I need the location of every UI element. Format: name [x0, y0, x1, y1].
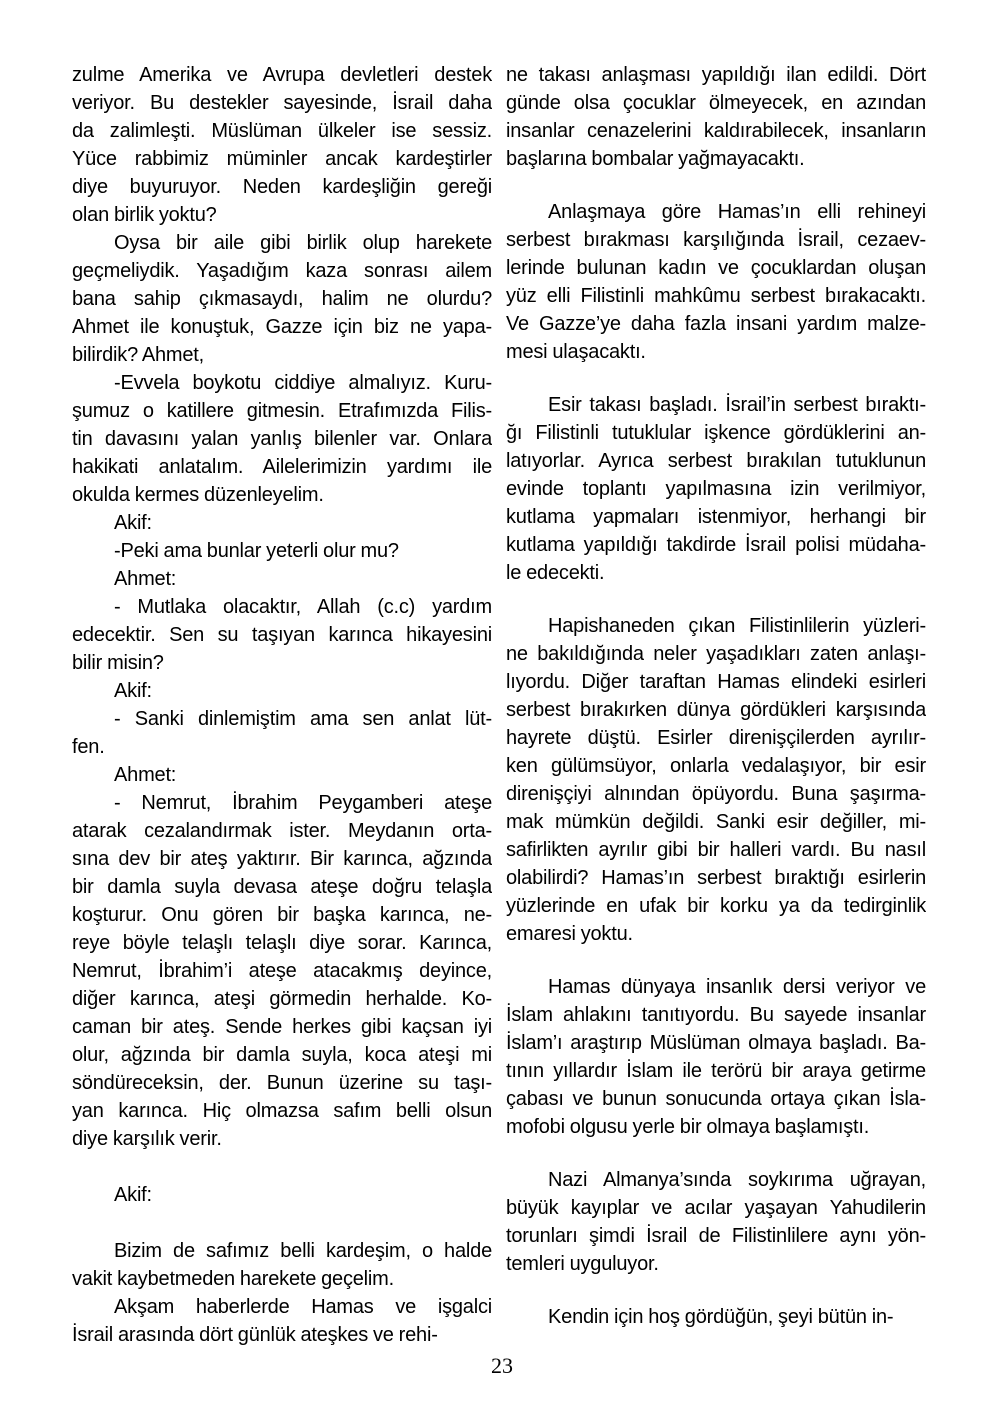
text-line: Akşam haberlerde Hamas ve işgalci [114, 1296, 492, 1318]
text-line: Hamas dünyaya insanlık dersi veriyor ve [548, 976, 926, 998]
text-line: tının yıllardır İslam ile terörü bir araya getirme [506, 1060, 926, 1082]
text-line: Kendin için hoş gördüğün, şeyi bütün in- [548, 1306, 894, 1328]
paragraph [72, 705, 492, 761]
text-line: yüzlerinde en ufak bir korku ya da tedirginlik [506, 895, 926, 917]
text-line: safirlikten ayrılır gibi bir halleri vardı. Bu nasıl [506, 839, 926, 861]
text-line: büyük kayıplar ve acılar yaşayan Yahudilerin [506, 1197, 926, 1219]
text-line: torunları şimdi İsrail de Filistinlilere aynı yön- [506, 1225, 926, 1247]
paragraph [72, 761, 492, 789]
text-line: şumuz o katillere gitmesin. Etrafımızda Filis- [72, 400, 492, 422]
text-line: mofobi olgusu yerle bir olmaya başlamıştı. [506, 1116, 870, 1138]
text-line: İslam ahlakını tanıtıyordu. Bu sayede insanlar [506, 1004, 926, 1026]
text-line: diye buyuruyor. Neden kardeşliğin gereği [72, 176, 492, 198]
text-columns [72, 61, 926, 1349]
text-line: İslam’ı araştırıp Müslüman olmaya başladı. Ba- [506, 1032, 926, 1054]
text-line: hayrete düştü. Esirler direnişçilerden ayrılır- [506, 727, 926, 749]
text-line: bana sahip çıkmasaydı, halim ne olurdu? [72, 288, 492, 310]
text-line: veriyor. Bu destekler sayesinde, İsrail daha [72, 92, 492, 114]
text-line: Ve Gazze’ye daha fazla insani yardım malze- [506, 313, 926, 335]
text-line: fen. [72, 736, 105, 758]
text-line: Nazi Almanya’sında soykırıma uğrayan, [548, 1169, 926, 1191]
text-line: yüz elli Filistinli mahkûmu serbest bırakacaktı. [506, 285, 926, 307]
paragraph [506, 1303, 926, 1331]
text-line: olur, ağzında bir damla suyla, koca ateşi mi [72, 1044, 492, 1066]
text-line: Esir takası başladı. İsrail’in serbest bıraktı- [548, 394, 926, 416]
text-line: hakikati anlatalım. Ailelerimizin yardımı ile [72, 456, 492, 478]
text-line: Ahmet ile konuştuk, Gazze için biz ne yapa- [72, 316, 492, 338]
text-line: zulme Amerika ve Avrupa devletleri destek [72, 64, 492, 86]
text-line: başlarına bombalar yağmayacaktı. [506, 148, 805, 170]
paragraph [72, 369, 492, 509]
text-line: söndüreceksin, der. Bunun üzerine su taşı- [72, 1072, 492, 1094]
paragraph [506, 391, 926, 587]
text-line: latıyorlar. Ayrıca serbest bırakılan tutuklunun [506, 450, 926, 472]
text-line: okulda kermes düzenleyelim. [72, 484, 324, 506]
text-line: ken gülümsüyor, onlarla vedalaşıyor, bir esir [506, 755, 926, 777]
text-line: geçmeliydik. Yaşadığım kaza sonrası ailem [72, 260, 492, 282]
paragraph [72, 789, 492, 1153]
text-line: serbest bırakması karşılığında İsrail, cezaev- [506, 229, 926, 251]
text-line: Hapishaneden çıkan Filistinlilerin yüzleri- [548, 615, 926, 637]
text-line: atarak cezalandırmak ister. Meydanın orta- [72, 820, 492, 842]
text-line: İsrail arasında dört günlük ateşkes ve rehi- [72, 1324, 438, 1346]
text-line: caman bir ateş. Sende herkes gibi kaçsan iyi [72, 1016, 492, 1038]
text-line: ne bakıldığında neler yaşadıkları zaten anlaşı- [506, 643, 926, 665]
paragraph [72, 537, 492, 565]
text-line: kutlama yapıldığı takdirde İsrail polisi müdaha- [506, 534, 926, 556]
text-line: Oysa bir aile gibi birlik olup harekete [114, 232, 492, 254]
text-line: Bizim de safımız belli kardeşim, o halde [114, 1240, 492, 1262]
text-column-left [72, 61, 492, 1349]
text-line: kutlama yapmaları istenmiyor, herhangi bir [506, 506, 926, 528]
text-line: -Evvela boykotu ciddiye almalıyız. Kuru- [114, 372, 492, 394]
paragraph [72, 677, 492, 705]
text-line: insanlar cenazelerini kaldırabilecek, insanların [506, 120, 926, 142]
text-line: lıyordu. Diğer taraftan Hamas elindeki esirleri [506, 671, 926, 693]
text-line: olabilirdi? Hamas’ın serbest bıraktığı esirlerin [506, 867, 926, 889]
text-line: Akif: [114, 680, 152, 702]
text-line: olan birlik yoktu? [72, 204, 217, 226]
text-line: - Sanki dinlemiştim ama sen anlat lüt- [114, 708, 492, 730]
text-line: lerinde bulunan kadın ve çocuklardan oluşan [506, 257, 926, 279]
paragraph [506, 612, 926, 948]
text-line: Nemrut, İbrahim’i ateşe atacakmış deyince, [72, 960, 492, 982]
text-line: Ahmet: [114, 764, 177, 786]
text-line: mak mümkün değildi. Sanki esir değiller, mi- [506, 811, 926, 833]
paragraph [72, 1293, 492, 1349]
text-line: ne takası anlaşması yapıldığı ilan edildi. Dört [506, 64, 926, 86]
text-line: yan karınca. Hiç olmazsa safım belli olsun [72, 1100, 492, 1122]
text-line: günde olsa çocuklar ölmeyecek, en azından [506, 92, 926, 114]
text-line: direnişçiyi alnından öpüyordu. Buna şaşırma- [506, 783, 926, 805]
text-line: bilirdik? Ahmet, [72, 344, 205, 366]
paragraph [72, 61, 492, 229]
text-line: Akif: [114, 512, 152, 534]
text-line: emaresi yoktu. [506, 923, 633, 945]
text-line: bir damla suyla devasa ateşe doğru telaşla [72, 876, 492, 898]
text-line: edecektir. Sen su taşıyan karınca hikayesini [72, 624, 492, 646]
paragraph [506, 198, 926, 366]
text-line: evinde toplantı yapılmasına izin verilmiyor, [506, 478, 926, 500]
text-line: sına dev bir ateş yaktırır. Bir karınca, ağzında [72, 848, 492, 870]
text-line: Ahmet: [114, 568, 177, 590]
text-line: vakit kaybetmeden harekete geçelim. [72, 1268, 394, 1290]
text-line: çabası ve bunun sonucunda ortaya çıkan İsla- [506, 1088, 926, 1110]
text-line: Yüce rabbimiz müminler ancak kardeştirler [72, 148, 492, 170]
text-line: -Peki ama bunlar yeterli olur mu? [114, 540, 399, 562]
text-line: reye böyle telaşlı telaşlı diye sorar. Karınca, [72, 932, 492, 954]
text-line: diye karşılık verir. [72, 1128, 222, 1150]
page-number: 23 [491, 1353, 513, 1378]
text-line: koşturur. Onu gören bir başka karınca, ne- [72, 904, 492, 926]
text-line: da zalimleşti. Müslüman ülkeler ise sessiz. [72, 120, 492, 142]
paragraph [72, 1181, 492, 1209]
text-line: - Nemrut, İbrahim Peygamberi ateşe [114, 792, 492, 814]
text-line: Akif: [114, 1184, 152, 1206]
text-line: le edecekti. [506, 562, 605, 584]
text-line: serbest bırakırken dünya gördükleri karşısında [506, 699, 926, 721]
text-line: - Mutlaka olacaktır, Allah (c.c) yardım [114, 596, 492, 618]
text-line: bilir misin? [72, 652, 164, 674]
text-line: diğer karınca, ateşi görmedin herhalde. Ko- [72, 988, 492, 1010]
paragraph [72, 565, 492, 593]
paragraph [72, 509, 492, 537]
paragraph [72, 593, 492, 677]
text-line: tin davasını yalan yanlış bilenler var. Onlara [72, 428, 492, 450]
paragraph [72, 229, 492, 369]
paragraph [506, 61, 926, 173]
paragraph [72, 1237, 492, 1293]
text-line: Anlaşmaya göre Hamas’ın elli rehineyi [548, 201, 926, 223]
text-column-right [506, 61, 926, 1349]
paragraph [506, 973, 926, 1141]
text-line: mesi ulaşacaktı. [506, 341, 646, 363]
text-line: ğı Filistinli tutuklular işkence gördüklerini an- [506, 422, 926, 444]
text-line: temleri uyguluyor. [506, 1253, 659, 1275]
paragraph [506, 1166, 926, 1278]
